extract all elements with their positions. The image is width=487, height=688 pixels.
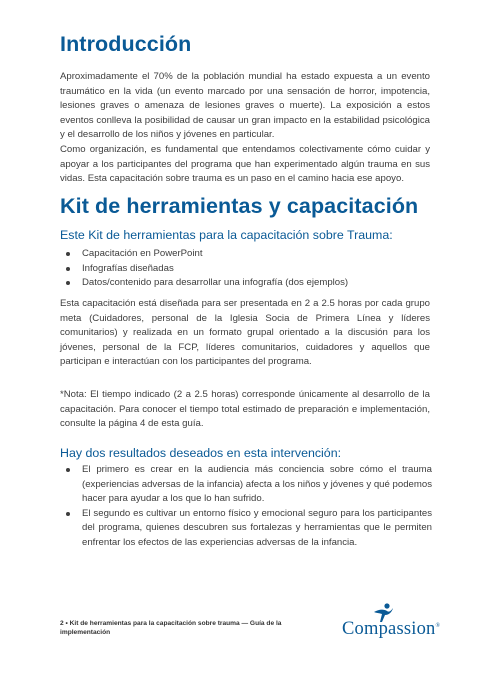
list-item-text: Datos/contenido para desarrollar una infografía (dos ejemplos) <box>82 277 349 289</box>
results-list <box>60 463 432 551</box>
list-item-text: El segundo es cultivar un entorno físico y emocional seguro para los participantes del programa, quienes descubren sus fortalezas y herramientas que le permiten enfrentar los efectos de las experiencias adversas de la infancia. <box>82 507 432 548</box>
list-item <box>60 247 432 262</box>
bullet-icon <box>66 267 70 271</box>
list-item-text: Capacitación en PowerPoint <box>82 248 203 259</box>
footer-text: 2 • Kit de herramientas para la capacitación sobre trauma — Guía de la implementación <box>60 620 282 636</box>
compassion-logo <box>342 603 441 643</box>
logo-wordmark: Compassion® <box>342 619 441 639</box>
results-subheading: Hay dos resultados deseados en esta intervención: <box>60 446 342 460</box>
bullet-icon <box>66 468 70 472</box>
intro-paragraph-1: Aproximadamente el 70% de la población mundial ha estado expuesta a un evento traumático en la vida (un evento marcado por una sensación de horror, impotencia, lesiones graves o amenaza de lesiones graves o muerte). La exposición a estos eventos conlleva la posibilidad de causar un gran impacto en la estabilidad psicológica y el desarrollo de los niños y jóvenes en particular. <box>60 71 430 141</box>
kit-paragraph-note: *Nota: El tiempo indicado (2 a 2.5 horas) corresponde únicamente al desarrollo de la capacitación. Para conocer el tiempo total estimado de preparación e implementación, consulte la página 4 de esta guía. <box>60 389 430 430</box>
list-item <box>60 262 432 277</box>
kit-heading: Kit de herramientas y capacitación <box>60 194 419 218</box>
list-item-text: Infografías diseñadas <box>82 262 174 274</box>
intro-heading: Introducción <box>60 32 192 56</box>
bullet-icon <box>66 512 70 516</box>
list-item <box>60 276 432 291</box>
intro-paragraph-2: Como organización, es fundamental que entendamos colectivamente cómo cuidar y apoyar a los participantes del programa que han experimentado algún trauma en sus vidas. Esta capacitación sobre trauma es un paso en el camino hacia ese apoyo. <box>60 144 430 185</box>
list-item-text: El primero es crear en la audiencia más conciencia sobre cómo el trauma (experiencias adversas de la infancia) afecta a los niños y jóvenes y qué podemos hacer para ayudar a los que lo han sufrido. <box>82 464 432 505</box>
list-item <box>60 463 432 507</box>
bullet-icon <box>66 252 70 256</box>
list-item <box>60 507 432 551</box>
toolkit-subheading: Este Kit de herramientas para la capacitación sobre Trauma: <box>60 228 393 242</box>
toolkit-list <box>60 247 432 291</box>
kit-paragraph-design: Esta capacitación está diseñada para ser presentada en 2 a 2.5 horas por cada grupo meta (Cuidadores, personal de la Iglesia Socia de Primera Línea y líderes comunitarios) y realizada en un formato grupal orientado a la discusión para los jóvenes, personal de la FCP, líderes comunitarios, cuidadores y aquellos que participan e interactúan con los participantes del programa. <box>60 298 430 368</box>
bullet-icon <box>66 281 70 285</box>
